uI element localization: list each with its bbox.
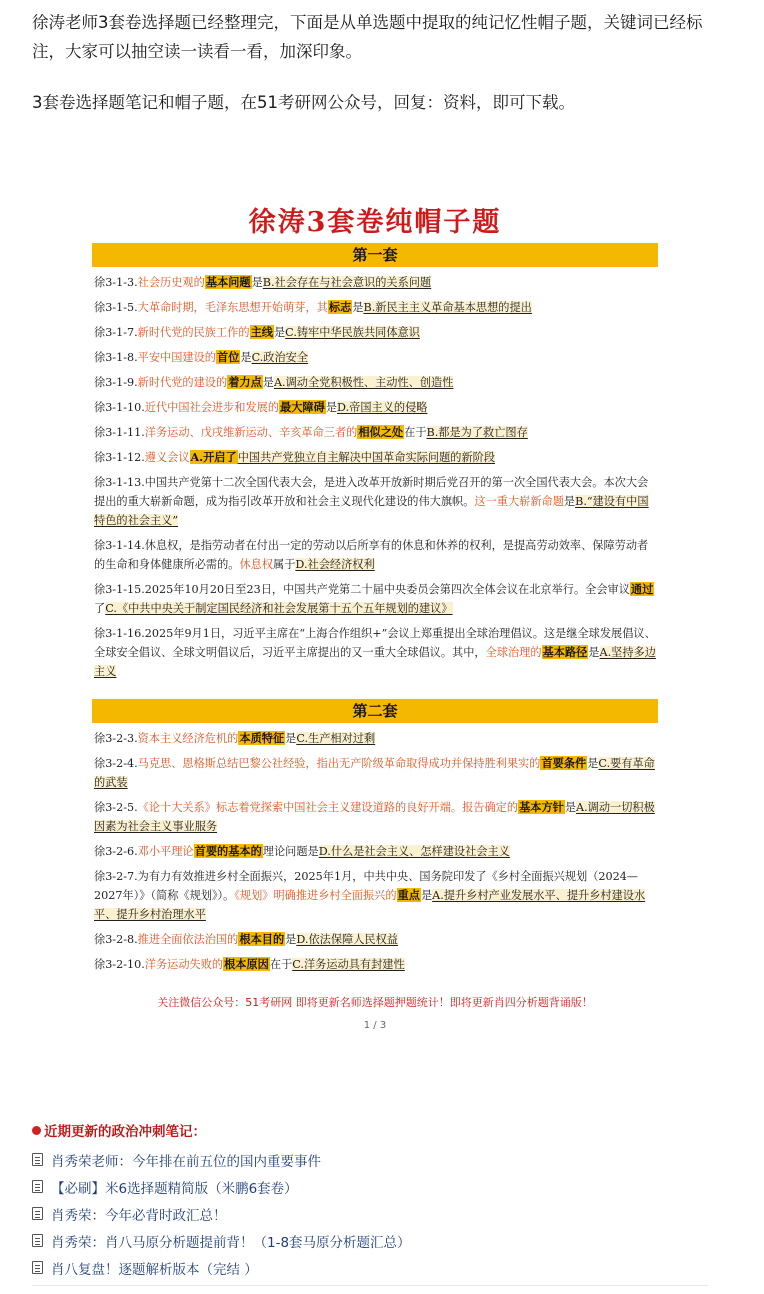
question-ans: B.社会存在与社会意识的关系问题: [262, 276, 432, 289]
recent-note-link-text[interactable]: 【必刷】米6选择题精简版（米鹏6套卷）: [51, 1180, 298, 1197]
question-mid: 是: [273, 326, 286, 339]
question-mid: 是: [563, 495, 576, 508]
question-num: 徐3-1-11.: [94, 426, 145, 439]
question-q: 推进全面依法治国的: [137, 933, 239, 946]
question-ans: A.调动一切积极因素为社会主义事业服务: [94, 801, 655, 833]
question-pre: 为有力有效推进乡村全面振兴，2025年1月，中共中央、国务院印发了《乡村全面振兴规划（2024—2027年）》（简称《规划》）。: [94, 870, 639, 902]
question-kw: 首位: [217, 350, 240, 364]
question-ans: B.都是为了救亡图存: [426, 426, 528, 439]
question-mid: 属于: [273, 558, 296, 571]
question-item: [94, 473, 656, 530]
question-item: [94, 729, 656, 748]
question-ans: D.依法保障人民权益: [296, 933, 398, 946]
recent-note-link-text[interactable]: 肖秀荣：肖八马原分析题提前背！（1-8套马原分析题汇总）: [51, 1234, 411, 1251]
question-q: 马克思、恩格斯总结巴黎公社经验，指出无产阶级革命取得成功并保持胜利果实的: [137, 757, 541, 770]
recent-note-link[interactable]: [32, 1173, 732, 1200]
recent-note-link-text[interactable]: 肖八复盘！逐题解析版本（完结 ）: [51, 1261, 258, 1278]
question-ans: B.“建设有中国特色的社会主义”: [94, 495, 649, 527]
pin-icon: [32, 1126, 41, 1135]
question-q: 新时代党的建设的: [137, 376, 228, 389]
question-ans: C.政治安全: [251, 351, 309, 364]
question-kw: 通过: [630, 582, 654, 596]
question-list: [94, 729, 656, 974]
recent-note-link[interactable]: [32, 1227, 732, 1254]
section-heading: 第二套: [92, 699, 658, 723]
question-item: [94, 448, 656, 467]
question-kw: 标志: [328, 300, 352, 314]
section-heading: 第一套: [92, 243, 658, 267]
question-item: [94, 580, 656, 618]
question-ans: D.什么是社会主义、怎样建设社会主义: [318, 845, 510, 858]
question-item: [94, 955, 656, 974]
question-kw: A.开启了: [190, 450, 237, 464]
question-mid: 是: [564, 801, 577, 814]
question-pre: 中国共产党第十二次全国代表大会，是进入改革开放新时期后党召开的第一次全国代表大会。本次大会提出的重大崭新命题，成为指引改革开放和社会主义现代化建设的伟大旗帜。: [94, 476, 649, 508]
question-q: 近代中国社会进步和发展的: [144, 401, 280, 414]
question-q: 邓小平理论: [137, 845, 194, 858]
question-mid: 是: [325, 401, 338, 414]
intro-text: [32, 8, 732, 117]
recent-note-link[interactable]: [32, 1146, 732, 1173]
question-mid: 理论问题是: [262, 845, 319, 858]
question-kw: 根本目的: [239, 932, 285, 946]
question-item: [94, 842, 656, 861]
question-ans: C.要有革命的武装: [94, 757, 655, 789]
recent-notes: [32, 1120, 732, 1281]
question-kw: 基本问题: [205, 275, 251, 289]
question-ans: D.社会经济权利: [295, 558, 375, 571]
question-q: 平安中国建设的: [137, 351, 216, 364]
question-q: 洋务运动、戊戌维新运动、辛亥革命三者的: [144, 426, 358, 439]
question-kw: 重点: [397, 888, 420, 902]
question-mid: 是: [240, 351, 252, 364]
question-mid: 是: [352, 301, 364, 314]
question-num: 徐3-2-4.: [94, 757, 138, 770]
question-item: [94, 754, 656, 792]
question-num: 徐3-2-3.: [94, 732, 138, 745]
question-ans: 中国共产党独立自主解决中国革命实际问题的新阶段: [237, 451, 496, 464]
question-kw: 本质特征: [239, 731, 285, 745]
question-q: 这一重大崭新命题: [474, 495, 564, 508]
question-kw: 相似之处: [358, 425, 404, 439]
question-num: 徐3-1-5.: [94, 301, 138, 314]
question-ans: C.《中共中央关于制定国民经济和社会发展第十五个五年规划的建议》: [105, 602, 453, 615]
question-num: 徐3-2-6.: [94, 845, 138, 858]
question-ans: A.提升乡村产业发展水平、提升乡村建设水平、提升乡村治理水平: [94, 889, 646, 921]
question-ans: A.坚持多边主义: [94, 646, 656, 678]
question-mid: 是: [588, 646, 600, 659]
recent-note-link-text[interactable]: 肖秀荣老师：今年排在前五位的国内重要事件: [51, 1153, 321, 1170]
question-item: [94, 930, 656, 949]
question-pre: 2025年9月1日，习近平主席在“上海合作组织+”会议上郑重提出全球治理倡议。这是继全球发展倡议、全球安全倡议、全球文明倡议后，习近平主席提出的又一重大全球倡议。其中，: [94, 627, 656, 659]
question-num: 徐3-1-12.: [94, 451, 145, 464]
question-q: 社会历史观的: [137, 276, 205, 289]
question-ans: B.新民主主义革命基本思想的提出: [363, 301, 532, 314]
question-mid: 在于: [269, 958, 293, 971]
question-mid: 是: [285, 732, 297, 745]
question-mid: 是: [587, 757, 599, 770]
recent-note-link-text[interactable]: 肖秀荣：今年必背时政汇总！: [51, 1207, 227, 1224]
question-pre: 休息权，是指劳动者在付出一定的劳动以后所享有的休息和休养的权利，是提高劳动效率、保障劳动者的生命和身体健康所必需的。: [94, 539, 649, 571]
question-pre: 2025年10月20日至23日，中国共产党第二十届中央委员会第四次全体会议在北京举行。全会审议: [144, 583, 630, 596]
recent-notes-title-text: 近期更新的政治冲刺笔记：: [44, 1124, 206, 1140]
document-footer-note: 关注微信公众号：51考研网 即将更新名师选择题押题统计！即将更新肖四分析题背诵版！: [157, 996, 593, 1009]
page-number: 1 / 3: [363, 1020, 387, 1031]
intro-paragraph-2: 3套卷选择题笔记和帽子题，在51考研网公众号，回复：资料，即可下载。: [32, 93, 575, 112]
question-item: [94, 273, 656, 292]
question-kw: 根本原因: [224, 957, 269, 971]
recent-note-link[interactable]: [32, 1200, 732, 1227]
divider: [32, 1285, 708, 1286]
question-num: 徐3-1-10.: [94, 401, 145, 414]
question-kw: 首要条件: [541, 756, 587, 770]
question-item: [94, 348, 656, 367]
question-item: [94, 536, 656, 574]
document-title: 徐涛3套卷纯帽子题: [248, 207, 502, 238]
question-num: 徐3-2-10.: [94, 958, 145, 971]
question-num: 徐3-1-9.: [94, 376, 138, 389]
question-kw: 基本路径: [542, 645, 588, 659]
question-item: [94, 298, 656, 317]
recent-notes-title: [32, 1120, 732, 1140]
document-icon: [32, 1261, 43, 1274]
recent-note-link[interactable]: [32, 1254, 732, 1281]
question-item: [94, 423, 656, 442]
document-icon: [32, 1207, 43, 1220]
document-icon: [32, 1234, 43, 1247]
question-mid: 是: [420, 889, 433, 902]
intro-paragraph-1: 徐涛老师3套卷选择题已经整理完，下面是从单选题中提取的纯记忆性帽子题，关键词已经标注，大家可以抽空读一读看一看，加深印象。: [32, 13, 703, 61]
question-num: 徐3-2-8.: [94, 933, 138, 946]
question-kw: 最大障碍: [280, 400, 325, 414]
document-icon: [32, 1180, 43, 1193]
question-ans: C.铸牢中华民族共同体意识: [285, 326, 420, 339]
question-q: 新时代党的民族工作的: [137, 326, 250, 339]
question-num: 徐3-2-5.: [94, 801, 138, 814]
question-num: 徐3-1-13.: [94, 476, 145, 489]
question-item: [94, 624, 656, 681]
question-q: 大革命时期，毛泽东思想开始萌芽，其: [137, 301, 328, 314]
question-item: [94, 398, 656, 417]
question-item: [94, 323, 656, 342]
question-num: 徐3-1-14.: [94, 539, 145, 552]
question-mid: 是: [285, 933, 297, 946]
question-num: 徐3-1-3.: [94, 276, 138, 289]
question-ans: D.帝国主义的侵略: [337, 401, 428, 414]
question-ans: C.生产相对过剩: [296, 732, 376, 745]
question-kw: 首要的基本的: [194, 844, 262, 858]
question-kw: 着力点: [228, 375, 262, 389]
question-q: 资本主义经济危机的: [137, 732, 239, 745]
document-image: [80, 190, 670, 1070]
question-q: 洋务运动失败的: [144, 958, 224, 971]
question-item: [94, 867, 656, 924]
question-q: 休息权: [239, 558, 274, 571]
question-item: [94, 798, 656, 836]
question-num: 徐3-1-16.: [94, 627, 145, 640]
question-ans: A.调动全党积极性、主动性、创造性: [273, 376, 454, 389]
question-item: [94, 373, 656, 392]
question-list: [94, 273, 656, 681]
question-mid: 在于: [404, 426, 427, 439]
question-num: 徐3-1-8.: [94, 351, 138, 364]
question-mid: 了: [94, 602, 106, 615]
question-num: 徐3-2-7.: [94, 870, 138, 883]
question-q: 《论十大关系》标志着党探索中国社会主义建设道路的良好开端。报告确定的: [137, 801, 519, 814]
question-ans: C.洋务运动具有封建性: [292, 958, 405, 971]
document-icon: [32, 1153, 43, 1166]
question-kw: 主线: [250, 325, 273, 339]
question-num: 徐3-1-7.: [94, 326, 138, 339]
question-q: 《规划》明确推进乡村全面振兴的: [234, 889, 397, 902]
question-q: 遵义会议: [144, 451, 190, 464]
question-num: 徐3-1-15.: [94, 583, 145, 596]
question-kw: 基本方针: [519, 800, 564, 814]
question-q: 全球治理的: [485, 646, 542, 659]
question-mid: 是: [251, 276, 263, 289]
question-mid: 是: [262, 376, 274, 389]
